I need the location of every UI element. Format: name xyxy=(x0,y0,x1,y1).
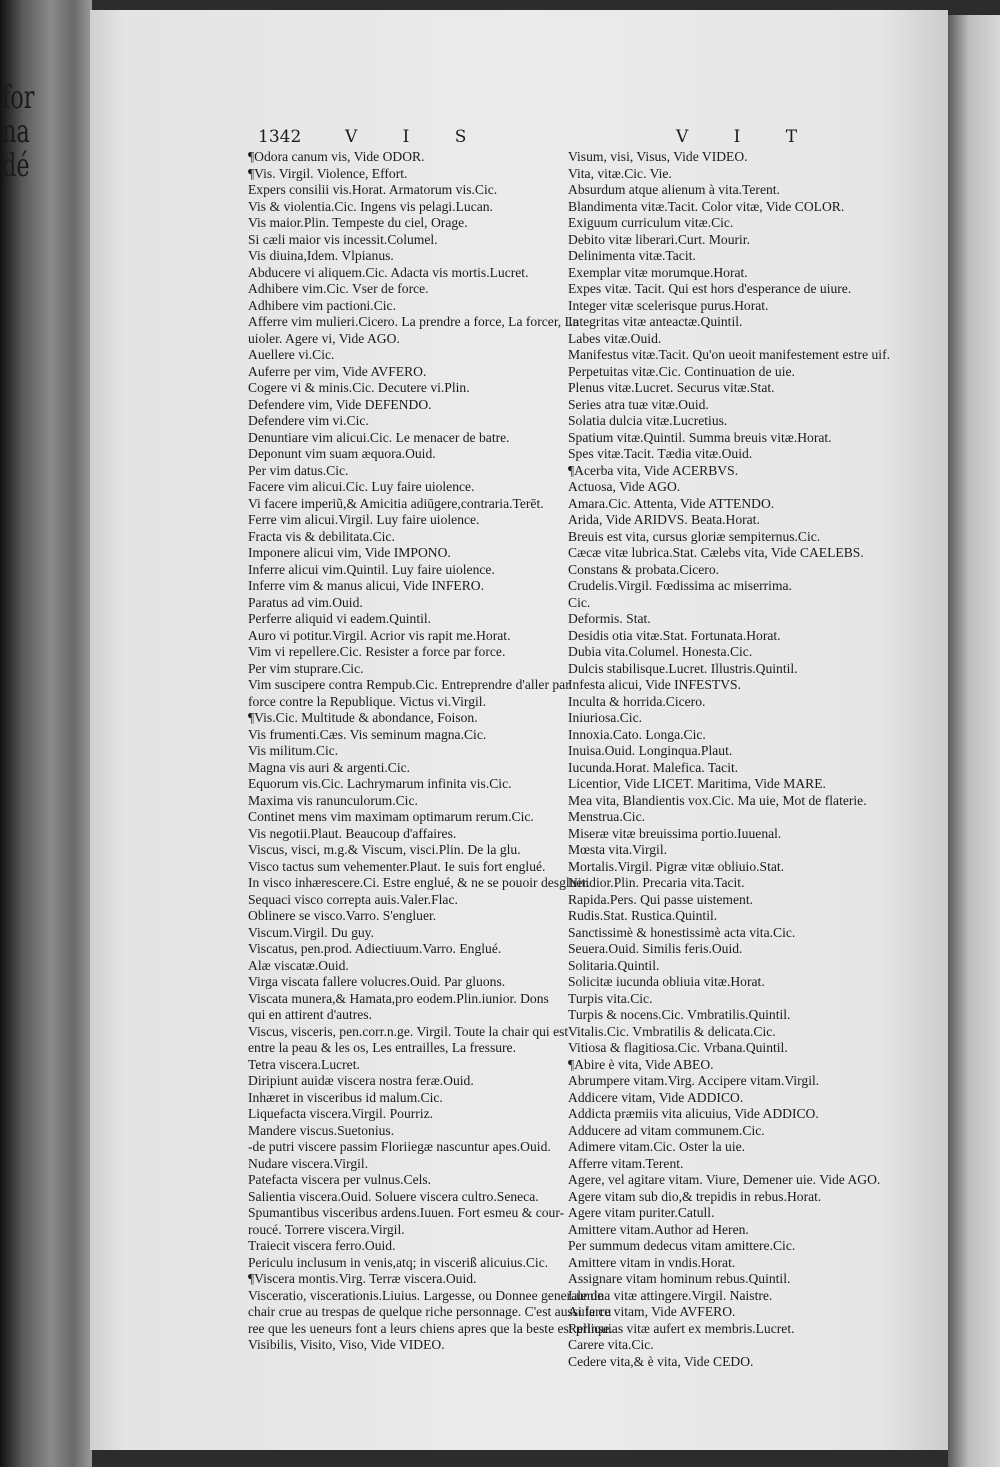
dictionary-entry-line: Nitidior.Plin. Precaria vita.Tacit. xyxy=(568,875,745,890)
dictionary-entry-line: Integer vitæ scelerisque purus.Horat. xyxy=(568,297,769,313)
dictionary-entry-line: Seuera.Ouid. Similis feris.Ouid. xyxy=(568,941,743,956)
dictionary-entry-line: Paratus ad vim.Ouid. xyxy=(248,594,363,610)
dictionary-entry-line: Cic. xyxy=(568,594,591,610)
left-running-head: V I S xyxy=(345,127,487,147)
dictionary-entry-line: Ferre vim alicui.Virgil. Luy faire uiolence. xyxy=(248,512,480,527)
dictionary-entry-line: Magna vis auri & argenti.Cic. xyxy=(248,759,411,775)
dictionary-entry-line: ¶Vis. Virgil. Violence, Effort. xyxy=(248,165,408,181)
dictionary-entry-line: Labes vitæ.Ouid. xyxy=(568,330,662,346)
dictionary-entry-line: Adducere ad vitam communem.Cic. xyxy=(568,1122,765,1138)
dictionary-entry-line: Nudare viscera.Virgil. xyxy=(248,1155,369,1171)
dictionary-entry-line: Innoxia.Cato. Longa.Cic. xyxy=(568,726,706,742)
dictionary-entry-line: Visceratio, viscerationis.Liuius. Largesse, ou Donnee generale de xyxy=(248,1287,604,1303)
dictionary-entry-line: Plenus vitæ.Lucret. Securus vitæ.Stat. xyxy=(568,380,775,395)
dictionary-entry-line: Abrumpere vitam.Virg. Accipere vitam.Virgil. xyxy=(568,1073,820,1088)
dictionary-entry-line: Oblinere se visco.Varro. S'engluer. xyxy=(248,908,437,923)
dictionary-entry-line: Carere vita.Cic. xyxy=(568,1337,654,1352)
dictionary-entry-line: Cæcæ vitæ lubrica.Stat. Cælebs vita, Vide CAELEBS. xyxy=(568,545,864,560)
dictionary-entry-line: Vis negotii.Plaut. Beaucoup d'affaires. xyxy=(248,825,457,841)
dictionary-entry-line: Addicta præmiis vita alicuius, Vide ADDICO. xyxy=(568,1106,819,1121)
dictionary-entry-line: Vitiosa & flagitiosa.Cic. Vrbana.Quintil. xyxy=(568,1040,788,1055)
dictionary-entry-line: entre la peau & les os, Les entrailles, La fressure. xyxy=(248,1040,516,1055)
dictionary-entry-line: Viscus, visci, m.g.& Viscum, visci.Plin. De la glu. xyxy=(248,842,521,857)
dictionary-entry-line: Mandere viscus.Suetonius. xyxy=(248,1122,395,1138)
page-number: 1342 xyxy=(258,127,302,147)
dictionary-entry-line: Cedere vita,& è vita, Vide CEDO. xyxy=(568,1353,754,1369)
dictionary-entry-line: qui en attirent d'autres. xyxy=(248,1007,372,1022)
dictionary-entry-line: Expers consilii vis.Horat. Armatorum vis.Cic. xyxy=(248,182,498,197)
dictionary-entry-line: Integritas vitæ anteactæ.Quintil. xyxy=(568,314,743,329)
dictionary-entry-line: Vis diuina,Idem. Vlpianus. xyxy=(248,248,394,263)
dictionary-entry-line: Viscatus, pen.prod. Adiectiuum.Varro. Englué. xyxy=(248,941,502,956)
dictionary-entry-line: Salientia viscera.Ouid. Soluere viscera cultro.Seneca. xyxy=(248,1188,539,1204)
dictionary-entry-line: Imponere alicui vim, Vide IMPONO. xyxy=(248,545,451,560)
dictionary-entry-line: Spumantibus visceribus ardens.Iuuen. Fort esmeu & cour- xyxy=(248,1205,565,1220)
dictionary-entry-line: Tetra viscera.Lucret. xyxy=(248,1056,360,1072)
dictionary-entry-line: Breuis est vita, cursus gloriæ sempiternus.Cic. xyxy=(568,528,821,544)
dictionary-entry-line: Deformis. Stat. xyxy=(568,611,651,626)
dictionary-entry-line: Abducere vi aliquem.Cic. Adacta vis mortis.Lucret. xyxy=(248,264,529,280)
dictionary-entry-line: Dulcis stabilisque.Lucret. Illustris.Quintil. xyxy=(568,660,798,676)
dictionary-entry-line: Denuntiare vim alicui.Cic. Le menacer de batre. xyxy=(248,429,510,445)
dictionary-entry-line: Vis militum.Cic. xyxy=(248,743,339,758)
dictionary-entry-line: Vitalis.Cic. Vmbratilis & delicata.Cic. xyxy=(568,1023,776,1039)
dictionary-entry-line: Addicere vitam, Vide ADDICO. xyxy=(568,1089,744,1105)
dictionary-entry-line: Lumina vitæ attingere.Virgil. Naistre. xyxy=(568,1287,773,1303)
dictionary-entry-line: Adhibere vim.Cic. Vser de force. xyxy=(248,281,429,296)
dictionary-entry-line: Mea vita, Blandientis vox.Cic. Ma uie, Mot de flaterie. xyxy=(568,792,867,808)
dictionary-entry-line: Miseræ vitæ breuissima portio.Iuuenal. xyxy=(568,825,782,841)
dictionary-entry-line: Actuosa, Vide AGO. xyxy=(568,479,681,494)
facing-page-edge xyxy=(948,15,1000,1467)
dictionary-entry-line: Dubia vita.Columel. Honesta.Cic. xyxy=(568,644,753,659)
dictionary-entry-line: Solicitæ iucunda obliuia vitæ.Horat. xyxy=(568,974,765,989)
dictionary-entry-line: Inferre alicui vim.Quintil. Luy faire uiolence. xyxy=(248,561,495,577)
dictionary-entry-line: Inferre vim & manus alicui, Vide INFERO. xyxy=(248,578,485,593)
dictionary-entry-line: Turpis vita.Cic. xyxy=(568,990,653,1006)
dictionary-entry-line: Arida, Vide ARIDVS. Beata.Horat. xyxy=(568,512,760,527)
dictionary-entry-line: Agere vitam puriter.Catull. xyxy=(568,1205,715,1220)
dictionary-entry-line: Series atra tuæ vitæ.Ouid. xyxy=(568,396,709,412)
dictionary-entry-line: Licentior, Vide LICET. Maritima, Vide MARE. xyxy=(568,776,826,791)
dictionary-entry-line: Sanctissimè & honestissimè acta vita.Cic. xyxy=(568,924,796,940)
dictionary-entry-line: Vi facere imperiũ,& Amicitia adiūgere,contraria.Terēt. xyxy=(248,495,544,511)
dictionary-entry-line: Visco tactus sum vehementer.Plaut. Ie suis fort englué. xyxy=(248,858,546,874)
dictionary-entry-line: Vis frumenti.Cæs. Vis seminum magna.Cic. xyxy=(248,726,487,742)
dictionary-entry-line: ¶Odora canum vis, Vide ODOR. xyxy=(248,149,425,164)
dictionary-entry-line: Amittere vitam in vndis.Horat. xyxy=(568,1254,736,1270)
dictionary-entry-line: Iucunda.Horat. Malefica. Tacit. xyxy=(568,759,739,775)
dictionary-entry-line: Per summum dedecus vitam amittere.Cic. xyxy=(568,1238,796,1253)
dictionary-entry-line: Relliquias vitæ aufert ex membris.Lucret. xyxy=(568,1320,795,1336)
dictionary-entry-line: Turpis & nocens.Cic. Vmbratilis.Quintil. xyxy=(568,1007,791,1022)
dictionary-entry-line: Si cæli maior vis incessit.Columel. xyxy=(248,231,438,247)
dictionary-entry-line: Traiecit viscera ferro.Ouid. xyxy=(248,1238,396,1253)
dictionary-entry-line: Delinimenta vitæ.Tacit. xyxy=(568,248,696,263)
dictionary-entry-line: Constans & probata.Cicero. xyxy=(568,561,720,577)
dictionary-entry-line: Solitaria.Quintil. xyxy=(568,957,660,973)
dictionary-entry-line: In visco inhærescere.Ci. Estre englué, & ne se pouoir desgluer. xyxy=(248,875,590,890)
dictionary-entry-line: Continet mens vim maximam optimarum rerum.Cic. xyxy=(248,809,534,824)
dictionary-entry-line: ¶Vis.Cic. Multitude & abondance, Foison. xyxy=(248,710,478,725)
dictionary-entry-line: Crudelis.Virgil. Fœdissima ac miserrima. xyxy=(568,578,792,593)
dictionary-entry-line: ¶Acerba vita, Vide ACERBVS. xyxy=(568,462,739,478)
dictionary-entry-line: Viscata munera,& Hamata,pro eodem.Plin.iunior. Dons xyxy=(248,990,549,1006)
dictionary-entry-line: Adhibere vim pactioni.Cic. xyxy=(248,297,396,313)
dictionary-entry-line: Viscus, visceris, pen.corr.n.ge. Virgil. Toute la chair qui est xyxy=(248,1023,569,1039)
dictionary-entry-line: Periculu inclusum in venis,atq; in visceriß alicuius.Cic. xyxy=(248,1254,549,1270)
dictionary-entry-line: Expes vitæ. Tacit. Qui est hors d'esperance de uiure. xyxy=(568,281,852,296)
dictionary-entry-line: Desidis otia vitæ.Stat. Fortunata.Horat. xyxy=(568,627,781,643)
dictionary-entry-line: Mœsta vita.Virgil. xyxy=(568,842,667,857)
dictionary-entry-line: Viscum.Virgil. Du guy. xyxy=(248,924,374,940)
dictionary-entry-line: Mortalis.Virgil. Pigræ vitæ obliuio.Stat. xyxy=(568,858,785,874)
dictionary-entry-line: Agere, vel agitare vitam. Viure, Demener uie. Vide AGO. xyxy=(568,1172,881,1187)
dictionary-entry-line: ¶Viscera montis.Virg. Terræ viscera.Ouid. xyxy=(248,1271,477,1286)
dictionary-entry-line: Solatia dulcia vitæ.Lucretius. xyxy=(568,413,728,428)
dictionary-entry-line: Exemplar vitæ morumque.Horat. xyxy=(568,264,748,280)
dictionary-entry-line: Auro vi potitur.Virgil. Acrior vis rapit me.Horat. xyxy=(248,627,511,643)
dictionary-entry-line: Diripiunt auidæ viscera nostra feræ.Ouid. xyxy=(248,1073,474,1088)
dictionary-entry-line: Maxima vis ranunculorum.Cic. xyxy=(248,792,418,808)
dictionary-entry-line: Perpetuitas vitæ.Cic. Continuation de uie. xyxy=(568,363,795,379)
dictionary-entry-line: Sequaci visco correpta auis.Valer.Flac. xyxy=(248,891,458,907)
dictionary-entry-line: Defendere vim vi.Cic. xyxy=(248,413,369,428)
dictionary-entry-line: Inculta & horrida.Cicero. xyxy=(568,693,706,709)
dictionary-entry-line: Infesta alicui, Vide INFESTVS. xyxy=(568,677,741,692)
dictionary-entry-line: Visibilis, Visito, Viso, Vide VIDEO. xyxy=(248,1337,445,1352)
dictionary-entry-line: Inuisa.Ouid. Longinqua.Plaut. xyxy=(568,743,733,758)
dictionary-entry-line: Blandimenta vitæ.Tacit. Color vitæ, Vide COLOR. xyxy=(568,198,845,214)
dictionary-entry-line: ¶Abire è vita, Vide ABEO. xyxy=(568,1056,714,1072)
dictionary-entry-line: Menstrua.Cic. xyxy=(568,809,646,824)
dictionary-entry-line: Patefacta viscera per vulnus.Cels. xyxy=(248,1172,432,1187)
dictionary-entry-line: Fracta vis & debilitata.Cic. xyxy=(248,528,395,544)
dictionary-entry-line: Facere vim alicui.Cic. Luy faire uiolence. xyxy=(248,479,475,494)
dictionary-entry-line: Defendere vim, Vide DEFENDO. xyxy=(248,396,432,412)
dictionary-entry-line: force contre la Republique. Victus vi.Virgil. xyxy=(248,693,486,709)
dictionary-entry-line: Visum, visi, Visus, Vide VIDEO. xyxy=(568,149,748,164)
dictionary-entry-line: Vim vi repellere.Cic. Resister a force par force. xyxy=(248,644,506,659)
dictionary-entry-line: Absurdum atque alienum à vita.Terent. xyxy=(568,182,780,197)
dictionary-entry-line: Alæ viscatæ.Ouid. xyxy=(248,957,349,973)
dictionary-entry-line: Afferre vitam.Terent. xyxy=(568,1155,684,1171)
book-binding xyxy=(0,0,92,1467)
dictionary-entry-line: Per vim datus.Cic. xyxy=(248,462,349,478)
right-column xyxy=(568,149,891,1370)
dictionary-entry-line: Auferre per vim, Vide AVFERO. xyxy=(248,363,427,379)
dictionary-entry-line: -de putri viscere passim Floriiegæ nascuntur apes.Ouid. xyxy=(248,1139,551,1154)
dictionary-entry-line: chair crue au trespas de quelque riche personnage. C'est aussi la cu xyxy=(248,1304,612,1319)
dictionary-entry-line: Spes vitæ.Tacit. Tædia vitæ.Ouid. xyxy=(568,446,753,461)
spine-text: for na dé xyxy=(2,78,35,184)
dictionary-entry-line: Exiguum curriculum vitæ.Cic. xyxy=(568,215,734,230)
dictionary-entry-line: Amara.Cic. Attenta, Vide ATTENDO. xyxy=(568,495,775,511)
dictionary-entry-line: uioler. Agere vi, Vide AGO. xyxy=(248,330,400,346)
dictionary-entry-line: Cogere vi & minis.Cic. Decutere vi.Plin. xyxy=(248,380,470,395)
dictionary-entry-line: Manifestus vitæ.Tacit. Qu'on ueoit manifestement estre uif. xyxy=(568,347,891,362)
dictionary-entry-line: Afferre vim mulieri.Cicero. La prendre a force, La forcer, La xyxy=(248,314,579,329)
dictionary-entry-line: Rudis.Stat. Rustica.Quintil. xyxy=(568,908,718,923)
dictionary-entry-line: Perferre aliquid vi eadem.Quintil. xyxy=(248,611,432,626)
dictionary-entry-line: Auferre vitam, Vide AVFERO. xyxy=(568,1304,736,1319)
dictionary-entry-line: Amittere vitam.Author ad Heren. xyxy=(568,1221,749,1237)
dictionary-entry-line: Agere vitam sub dio,& trepidis in rebus.Horat. xyxy=(568,1188,822,1204)
dictionary-entry-line: Vis & violentia.Cic. Ingens vis pelagi.Lucan. xyxy=(248,198,493,214)
dictionary-entry-line: Deponunt vim suam æquora.Ouid. xyxy=(248,446,436,461)
dictionary-entry-line: Debito vitæ liberari.Curt. Mourir. xyxy=(568,231,750,247)
dictionary-entry-line: Adimere vitam.Cic. Oster la uie. xyxy=(568,1139,746,1154)
dictionary-entry-line: Assignare vitam hominum rebus.Quintil. xyxy=(568,1271,791,1286)
dictionary-entry-line: Spatium vitæ.Quintil. Summa breuis vitæ.Horat. xyxy=(568,429,832,445)
dictionary-entry-line: Vim suscipere contra Rempub.Cic. Entreprendre d'aller par xyxy=(248,677,570,692)
dictionary-entry-line: Vis maior.Plin. Tempeste du ciel, Orage. xyxy=(248,215,468,230)
dictionary-entry-line: Virga viscata fallere volucres.Ouid. Par gluons. xyxy=(248,974,506,989)
dictionary-entry-line: Rapida.Pers. Qui passe uistement. xyxy=(568,891,753,907)
dictionary-entry-line: Auellere vi.Cic. xyxy=(248,347,335,362)
dictionary-entry-line: Vita, vitæ.Cic. Vie. xyxy=(568,165,672,181)
right-running-head: V I T xyxy=(676,127,818,147)
dictionary-entry-line: roucé. Torrere viscera.Virgil. xyxy=(248,1221,405,1237)
dictionary-entry-line: ree que les ueneurs font a leurs chiens apres que la beste est prinse. xyxy=(248,1320,613,1336)
dictionary-entry-line: Equorum vis.Cic. Lachrymarum infinita vis.Cic. xyxy=(248,776,512,791)
dictionary-entry-line: Inhæret in visceribus id malum.Cic. xyxy=(248,1089,443,1105)
dictionary-entry-line: Liquefacta viscera.Virgil. Pourriz. xyxy=(248,1106,434,1121)
dictionary-entry-line: Iniuriosa.Cic. xyxy=(568,710,642,725)
dictionary-entry-line: Per vim stuprare.Cic. xyxy=(248,660,364,676)
